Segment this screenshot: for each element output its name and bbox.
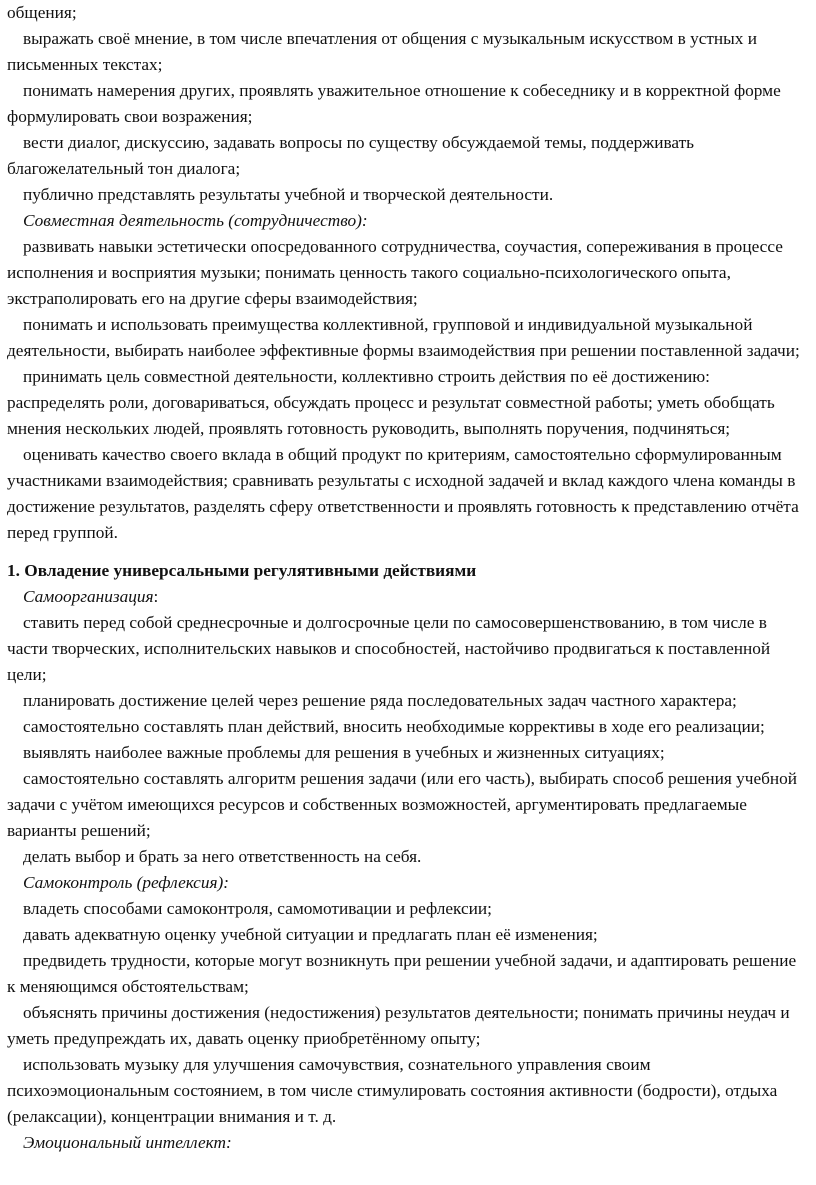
self-org-item: выявлять наиболее важные проблемы для решения в учебных и жизненных ситуациях; xyxy=(23,743,665,762)
communication-item: публично представлять результаты учебной и творческой деятельности. xyxy=(23,185,554,204)
self-org-item: делать выбор и брать за него ответственность на себя. xyxy=(23,847,422,866)
communication-item: понимать намерения других, проявлять уважительное отношение к собеседнику и в корректной форме формулировать свои возражения; xyxy=(7,81,781,126)
self-control-item: предвидеть трудности, которые могут возникнуть при решении учебной задачи, и адаптировать решение к меняющимся обстоятельствам; xyxy=(7,951,797,996)
self-org-item: самостоятельно составлять план действий, вносить необходимые коррективы в ходе его реализации; xyxy=(23,717,765,736)
self-org-item: самостоятельно составлять алгоритм решения задачи (или его часть), выбирать способ решения учебной задачи с учётом имеющихся ресурсов и собственных возможностей, аргументировать предлагаемые варианты решений; xyxy=(7,769,798,840)
self-org-heading: Самоорганизация xyxy=(23,587,154,606)
document-page xyxy=(7,0,807,1156)
self-org-heading-line xyxy=(7,584,807,610)
cooperation-heading: Совместная деятельность (сотрудничество): xyxy=(23,211,368,230)
self-org-colon: : xyxy=(153,587,159,606)
cooperation-item: понимать и использовать преимущества коллективной, групповой и индивидуальной музыкальной деятельности, выбирать наиболее эффективные формы взаимодействия при решении поставленной задачи; xyxy=(7,315,800,360)
cooperation-item: принимать цель совместной деятельности, коллективно строить действия по её достижению: распределять роли, договариваться, обсуждать процесс и результат совместной работы; уметь обобщать мнения нескольких людей, проявлять готовность руководить, выполнять поручения, подчиняться; xyxy=(7,367,775,438)
self-org-item: планировать достижение целей через решение ряда последовательных задач частного характера; xyxy=(23,691,737,710)
self-control-heading: Самоконтроль (рефлексия): xyxy=(23,873,230,892)
cooperation-item: развивать навыки эстетически опосредованного сотрудничества, соучастия, сопереживания в процессе исполнения и восприятия музыки; понимать ценность такого социально-психологического опыта, экстраполировать его на другие сферы взаимодействия; xyxy=(7,237,783,308)
self-control-item: использовать музыку для улучшения самочувствия, сознательного управления своим психоэмоциональным состоянием, в том числе стимулировать состояния активности (бодрости), отдыха (релаксации), концентрации внимания и т. д. xyxy=(7,1055,778,1126)
emotional-heading: Эмоциональный интеллект: xyxy=(23,1133,232,1152)
section-title: 1. Овладение универсальными регулятивными действиями xyxy=(7,561,477,580)
cooperation-item: оценивать качество своего вклада в общий продукт по критериям, самостоятельно сформулированным участниками взаимодействия; сравнивать результаты с исходной задачей и вклад каждого члена команды в достижение результатов, разделять сферу ответственности и проявлять готовность к представлению отчёта перед группой. xyxy=(7,445,799,542)
self-org-item: ставить перед собой среднесрочные и долгосрочные цели по самосовершенствованию, в том числе в части творческих, исполнительских навыков и способностей, настойчиво продвигаться к поставленной цели; xyxy=(7,613,771,684)
self-control-item: давать адекватную оценку учебной ситуации и предлагать план её изменения; xyxy=(23,925,598,944)
top-fragment: общения; xyxy=(7,3,77,22)
self-control-item: владеть способами самоконтроля, самомотивации и рефлексии; xyxy=(23,899,492,918)
communication-item: вести диалог, дискуссию, задавать вопросы по существу обсуждаемой темы, поддерживать благожелательный тон диалога; xyxy=(7,133,695,178)
communication-item: выражать своё мнение, в том числе впечатления от общения с музыкальным искусством в устных и письменных текстах; xyxy=(7,29,758,74)
self-control-item: объяснять причины достижения (недостижения) результатов деятельности; понимать причины неудач и уметь предупреждать их, давать оценку приобретённому опыту; xyxy=(7,1003,790,1048)
